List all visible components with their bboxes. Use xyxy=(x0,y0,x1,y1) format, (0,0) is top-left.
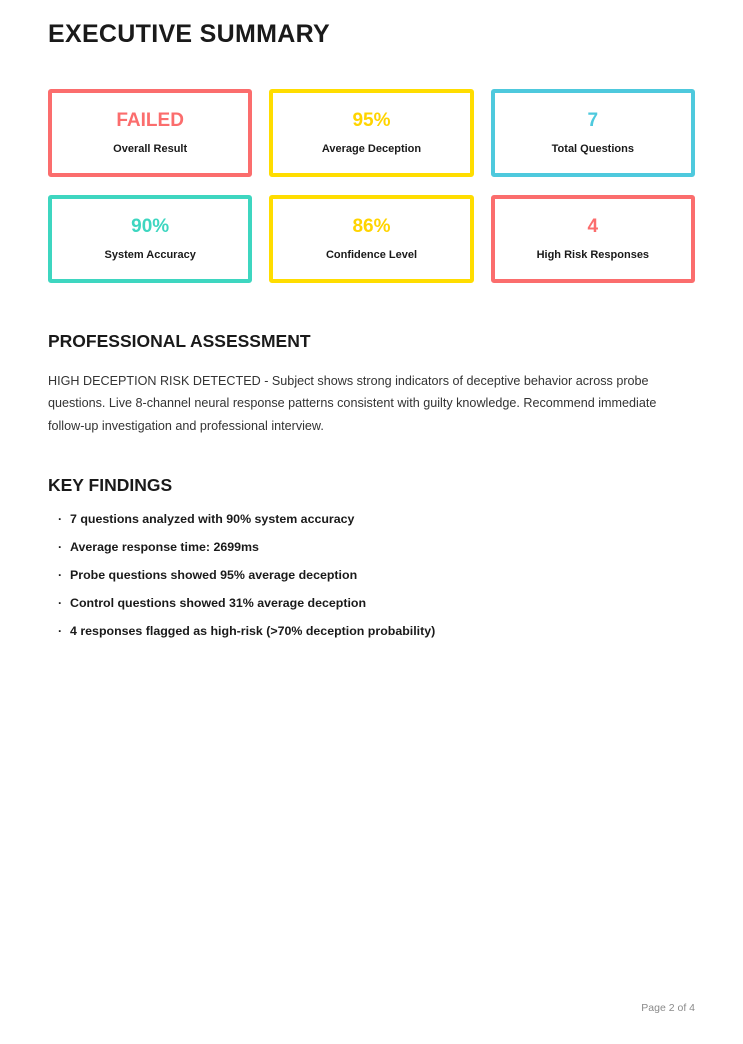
stat-card-confidence-level xyxy=(269,195,473,283)
stat-value: FAILED xyxy=(116,109,184,131)
professional-assessment-section xyxy=(48,331,695,437)
bullet-marker: · xyxy=(58,596,63,611)
list-item xyxy=(48,596,695,610)
bullet-marker: · xyxy=(58,512,63,527)
stat-label: Total Questions xyxy=(551,143,634,156)
page-title: EXECUTIVE SUMMARY xyxy=(48,20,330,48)
list-item xyxy=(48,540,695,554)
stat-value: 4 xyxy=(587,215,599,237)
stat-label: High Risk Responses xyxy=(536,249,650,262)
stat-label: Average Deception xyxy=(321,143,422,156)
summary-stats-grid xyxy=(48,89,695,283)
stat-card-system-accuracy xyxy=(48,195,252,283)
list-item-text: 4 responses flagged as high-risk (>70% deception probability) xyxy=(70,624,436,639)
stat-card-high-risk-responses xyxy=(491,195,695,283)
stat-label: System Accuracy xyxy=(104,249,196,262)
page-number-footer: Page 2 of 4 xyxy=(641,1002,695,1014)
list-item xyxy=(48,568,695,582)
list-item-text: 7 questions analyzed with 90% system accuracy xyxy=(70,512,355,527)
stat-label: Confidence Level xyxy=(325,249,418,262)
stat-label: Overall Result xyxy=(113,143,188,156)
stat-card-total-questions xyxy=(491,89,695,177)
bullet-marker: · xyxy=(58,624,63,639)
assessment-heading: PROFESSIONAL ASSESSMENT xyxy=(48,331,311,351)
stat-value: 86% xyxy=(352,215,391,237)
stat-card-average-deception xyxy=(269,89,473,177)
stat-value: 7 xyxy=(587,109,599,131)
assessment-body: HIGH DECEPTION RISK DETECTED - Subject shows strong indicators of deceptive behavior across probe questions. Live 8-channel neural response patterns consistent with guilty knowledge. Recommend immediate follow-up investigation and professional interview. xyxy=(48,374,657,433)
list-item-text: Average response time: 2699ms xyxy=(70,540,259,555)
findings-heading: KEY FINDINGS xyxy=(48,475,173,496)
stat-value: 90% xyxy=(131,215,170,237)
findings-list xyxy=(48,512,695,638)
list-item-text: Probe questions showed 95% average deception xyxy=(70,568,358,583)
stat-value: 95% xyxy=(352,109,391,131)
list-item xyxy=(48,624,695,638)
bullet-marker: · xyxy=(58,568,63,583)
list-item-text: Control questions showed 31% average deception xyxy=(70,596,367,611)
list-item xyxy=(48,512,695,526)
key-findings-section xyxy=(48,475,695,638)
stat-card-overall-result xyxy=(48,89,252,177)
bullet-marker: · xyxy=(58,540,63,555)
